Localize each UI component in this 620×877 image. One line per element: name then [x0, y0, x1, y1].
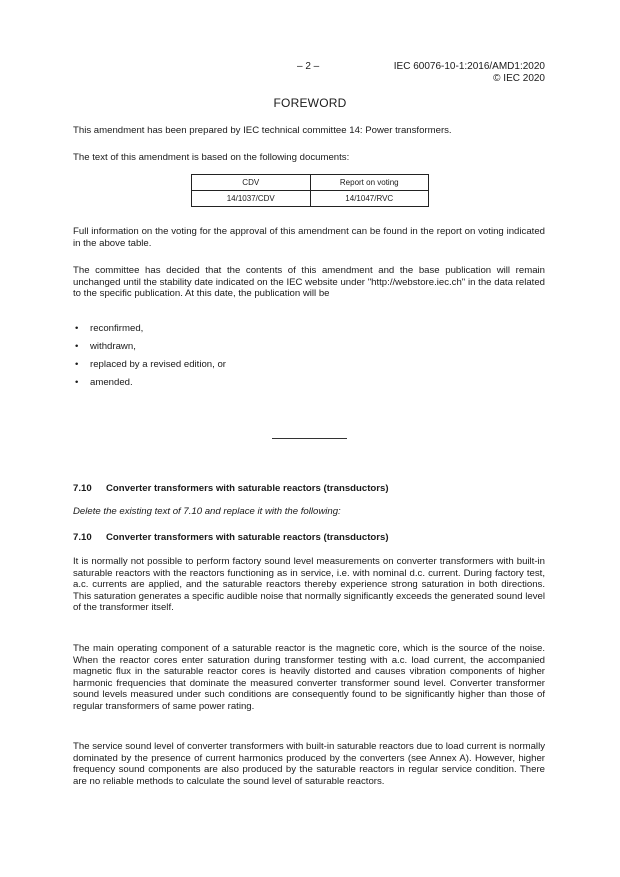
section-heading	[73, 483, 389, 494]
table-cell-cdv: 14/1037/CDV	[192, 191, 311, 207]
foreword-para-stability: The committee has decided that the contents of this amendment and the base publication will remain unchanged until the stability date indicated on the IEC website under "http://webstore.iec.ch" in the data related to the specific publication. At this date, the publication will be	[73, 265, 545, 300]
bullet-icon: •	[75, 341, 79, 352]
separator-rule	[272, 438, 347, 439]
section-para-service-level: The service sound level of converter transformers with built-in saturable reactors due to load current is normally dominated by the presence of current harmonics produced by the converters (see Annex A). However, higher frequency sound components are also produced by the saturable reactors in regular service condition. There are no reliable methods to calculate the sound level of saturable reactors.	[73, 741, 545, 787]
bullet-icon: •	[75, 377, 79, 388]
section-heading-replacement	[73, 532, 389, 543]
document-page: – 2 – IEC 60076-10-1:2016/AMD1:2020 © IEC 2020 FOREWORD This amendment has been prepared by IEC technical committee 14: Power transformers. The text of this amendment is based on the following documents: CDV Report on voting 14/1037/CDV 14/1047/RVC Full information on the voting for the approval of this amendment can be found in the report on voting indicated in the above table. The committee has decided that the contents of this amendment and the base publication will remain unchanged until the stability date indicated on the IEC website under "http://webstore.iec.ch" in the data related to the specific publication. At this date, the publication will be • reconfirmed, • withdrawn, • replaced by a revised edition, or • amended. 7.10 Converter transformers with saturable reactors (transductors) Delete the existing text of 7.10 and replace it with the following: 7.10 Converter transformers with saturable reactors (transductors) It is normally not possible to perform factory sound level measurements on converter transformers with built-in saturable reactors with the reactors functioning as in service, i.e. with nominal d.c. current. During factory test, a.c. currents are applied, and the saturable reactors thereby experience strong saturation in both directions. This saturation generates a specific audible noise that normally significantly exceeds the generated sound level of the transformer itself. The main operating component of a saturable reactor is the magnetic core, which is the source of the noise. When the reactor cores enter saturation during transformer testing with a.c. load current, the accompanied magnetic flux in the saturable reactor cores is heavily distorted and causes vibration components of higher harmonic frequencies that dominate the measured converter transformer sound level. Converter transformer sound levels measured under such conditions are consequently found to be significantly higher than those of regular transformers of same power rating. The service sound level of converter transformers with built-in saturable reactors due to load current is normally dominated by the presence of current harmonics produced by the converters (see Annex A). However, higher frequency sound components are also produced by the saturable reactors in regular service condition. There are no reliable methods to calculate the sound level of saturable reactors.	[0, 0, 620, 877]
section-title: Converter transformers with saturable reactors (transductors)	[106, 532, 389, 543]
bullet-icon: •	[75, 323, 79, 334]
table-row	[192, 191, 429, 207]
amendment-instruction: Delete the existing text of 7.10 and replace it with the following:	[73, 506, 341, 517]
copyright: © IEC 2020	[493, 73, 545, 84]
section-number: 7.10	[73, 532, 92, 543]
section-para-factory-test: It is normally not possible to perform factory sound level measurements on converter transformers with built-in saturable reactors with the reactors functioning as in service, i.e. with nominal d.c. current. During factory test, a.c. currents are applied, and the saturable reactors thereby experience strong saturation in both directions. This saturation generates a specific audible noise that normally significantly exceeds the generated sound level of the transformer itself.	[73, 556, 545, 614]
page-number: – 2 –	[297, 61, 320, 72]
document-id: IEC 60076-10-1:2016/AMD1:2020	[393, 61, 545, 72]
table-header-row	[192, 175, 429, 191]
section-number: 7.10	[73, 483, 92, 494]
foreword-para-documents: The text of this amendment is based on the following documents:	[73, 152, 350, 163]
bullet-icon: •	[75, 359, 79, 370]
section-para-magnetic-core: The main operating component of a saturable reactor is the magnetic core, which is the source of the noise. When the reactor cores enter saturation during transformer testing with a.c. load current, the accompanied magnetic flux in the saturable reactor cores is heavily distorted and causes vibration components of higher harmonic frequencies that dominate the measured converter transformer sound level. Converter transformer sound levels measured under such conditions are consequently found to be significantly higher than those of regular transformers of same power rating.	[73, 643, 545, 712]
table-cell-rvc: 14/1047/RVC	[310, 191, 429, 207]
table-header-cdv: CDV	[192, 175, 311, 191]
foreword-para-voting: Full information on the voting for the approval of this amendment can be found in the report on voting indicated in the above table.	[73, 226, 545, 249]
documents-table	[191, 174, 429, 207]
foreword-para-committee: This amendment has been prepared by IEC technical committee 14: Power transformers.	[73, 125, 452, 136]
foreword-title: FOREWORD	[273, 96, 347, 110]
table-header-report: Report on voting	[310, 175, 429, 191]
section-title: Converter transformers with saturable reactors (transductors)	[106, 483, 389, 494]
